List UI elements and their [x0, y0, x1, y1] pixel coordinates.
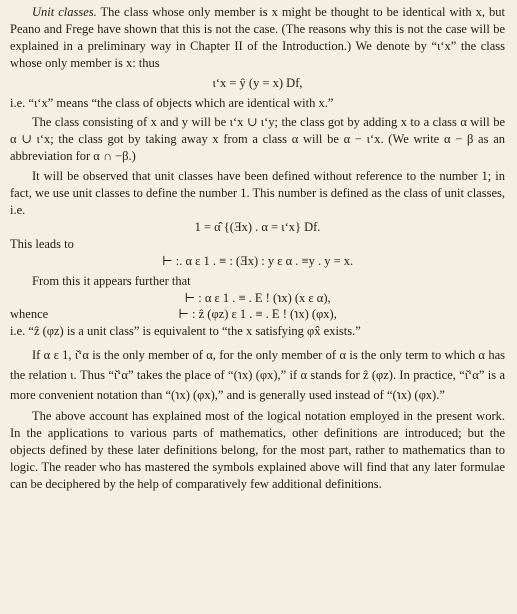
paragraph-number-one: It will be observed that unit classes have been defined without reference to the number 1; in fact, we use unit classes to define the number 1. This number is defined as the class of unit classes, i.e.: [10, 169, 505, 217]
whence-row: [10, 306, 505, 323]
paragraph-above-account: The above account has explained most of the logical notation employed in the present work. In the applications to various parts of mathematics, other definitions are introduced; but the objects defined by these later definitions belong, for the most part, rather to mathematics than to logic. The reader who has mastered the symbols explained above will find that any later formulae can be deciphered by the help of comparatively few additional definitions.: [10, 409, 505, 491]
text-further: From this it appears further that: [32, 273, 191, 288]
equation-phi-z-unit: ⊢ : ẑ (φz) ε 1 . ≡ . E ! (℩x) (φx),: [178, 307, 337, 322]
equation-alpha-in-one: ⊢ :. α ε 1 . ≡ : (Ǝx) : y ε α . ≡y . y = x.: [161, 253, 354, 268]
paragraph-unit-classes: [10, 4, 505, 72]
text-this-leads-to: This leads to: [10, 236, 74, 251]
equation-number-one-definition: 1 = α̂ {(Ǝx) . α = ι‘x} Df.: [194, 219, 321, 234]
equation-existence: ⊢ : α ε 1 . ≡ . E ! (℩x) (x ε α),: [184, 290, 331, 305]
paragraph-text: The class whose only member is x might be thought to be identical with x, but Peano and Frege have shown that this is not the case. (The reasons why this is not the case will be explained in a preliminary way in Chapter II of the Introduction.) We denote by “ι‘x” the class whose only member is x: thus: [10, 5, 505, 70]
paragraph-ie-definition: i.e. “ι‘x” means “the class of objects which are identical with x.”: [10, 95, 334, 110]
paragraph-unit-class-equivalence: i.e. “ẑ (φz) is a unit class” is equivalent to “the x satisfying φx̂ exists.”: [10, 324, 361, 339]
equation-unit-class-definition: ι‘x = ŷ (y = x) Df,: [212, 75, 303, 90]
section-heading: Unit classes.: [32, 5, 97, 19]
paragraph-only-member: If α ε 1, ι̌‘α is the only member of α, for the only member of α is the only term to which α has the relation ι. Thus “ι̌‘α” takes the place of “(℩x) (φx),” if α stands for ẑ (φz). In practice, “ι̌‘α” is a more convenient notation than “(℩x) (φx),” and is generally used instead of “(℩x) (φx).”: [10, 348, 505, 403]
paragraph-class-of-x-and-y: The class consisting of x and y will be ι‘x ∪ ι‘y; the class got by adding x to a class α will be α ∪ ι‘x; the class got by taking away x from a class α will be α − ι‘x. (We write α − β as an abbreviation for α ∩ −β.): [10, 115, 505, 164]
text-whence: whence: [10, 307, 49, 322]
